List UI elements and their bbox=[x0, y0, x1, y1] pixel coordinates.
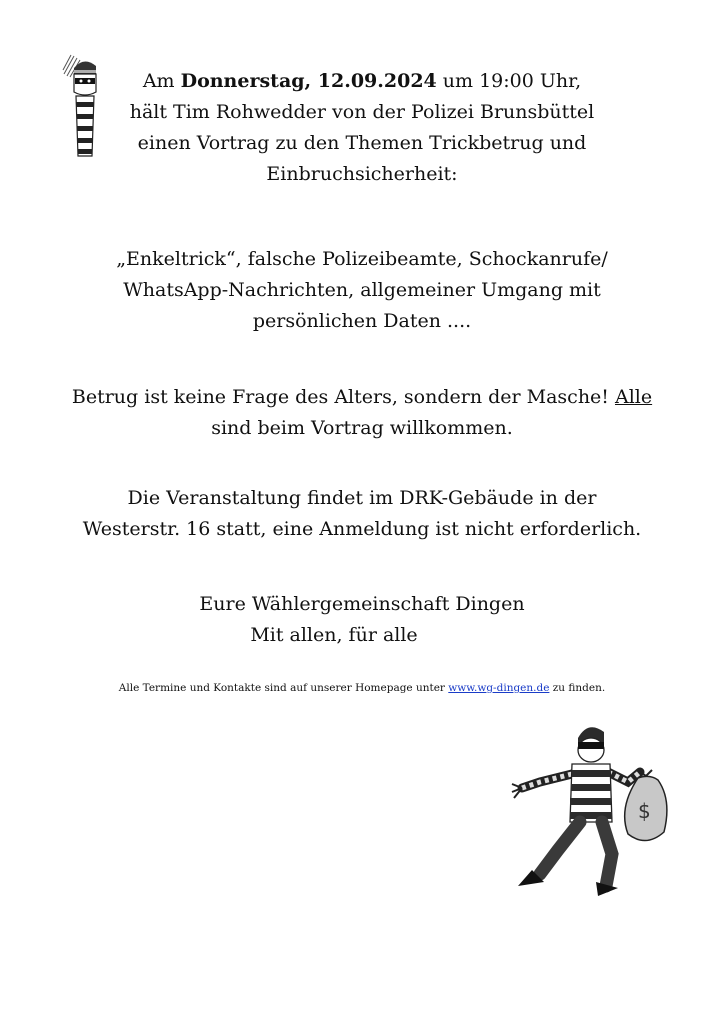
event-date: Donnerstag, 12.09.2024 bbox=[180, 70, 437, 92]
fraud-text: Betrug ist keine Frage des Alters, sondern der Masche! bbox=[71, 386, 615, 408]
date-prefix: Am bbox=[142, 70, 181, 92]
event-intro bbox=[40, 66, 684, 190]
footer-text-end: zu finden. bbox=[549, 682, 606, 694]
fraud-message bbox=[40, 382, 684, 444]
slogan: Mit allen, für alle bbox=[250, 624, 418, 646]
running-burglar-icon bbox=[500, 712, 670, 902]
topics-list bbox=[40, 244, 684, 337]
topic-line-2: Einbruchsicherheit: bbox=[266, 163, 458, 185]
footer-text: Alle Termine und Kontakte sind auf unserer Homepage unter bbox=[118, 682, 449, 694]
fraud-line-1 bbox=[40, 382, 684, 413]
organization-name: Eure Wählergemeinschaft Dingen bbox=[199, 593, 525, 615]
event-time: um 19:00 Uhr, bbox=[436, 70, 582, 92]
topics-line-1: „Enkeltrick“, falsche Polizeibeamte, Schockanrufe/ bbox=[116, 248, 608, 270]
topics-line-2: WhatsApp-Nachrichten, allgemeiner Umgang mit bbox=[123, 279, 601, 301]
venue-line-1: Die Veranstaltung findet im DRK-Gebäude in der bbox=[127, 487, 597, 509]
topic-line: einen Vortrag zu den Themen Trickbetrug und bbox=[137, 132, 587, 154]
signature bbox=[40, 589, 684, 651]
speaker-line: hält Tim Rohwedder von der Polizei Brunsbüttel bbox=[129, 101, 595, 123]
event-date-line bbox=[40, 66, 684, 97]
all-emphasis: Alle bbox=[614, 386, 653, 408]
topics-line-3: persönlichen Daten .... bbox=[252, 310, 472, 332]
venue-line-2: Westerstr. 16 statt, eine Anmeldung ist nicht erforderlich. bbox=[82, 518, 642, 540]
homepage-link[interactable]: www.wg-dingen.de bbox=[448, 682, 550, 694]
venue-info bbox=[40, 483, 684, 545]
fraud-line-2: sind beim Vortrag willkommen. bbox=[211, 417, 513, 439]
dollar-sign-icon: $ bbox=[638, 799, 651, 823]
footer-note bbox=[40, 680, 684, 696]
